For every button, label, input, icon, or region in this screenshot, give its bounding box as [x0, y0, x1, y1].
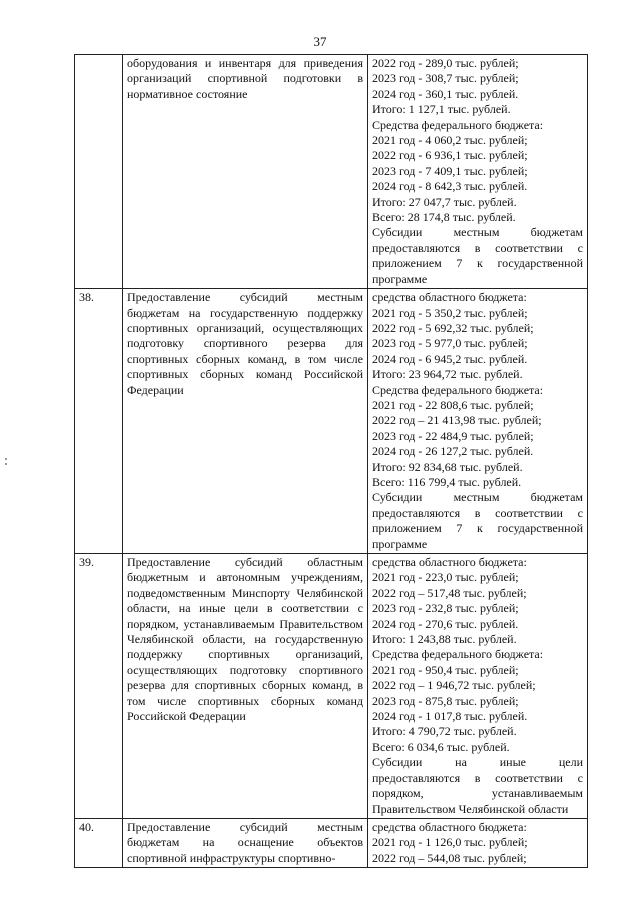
funding-line: 2022 год - 289,0 тыс. рублей; — [372, 56, 519, 70]
measure-description-cell — [123, 554, 368, 819]
funding-line: 2023 год - 7 409,1 тыс. рублей; — [372, 163, 528, 178]
measure-description-cell — [123, 289, 368, 554]
funding-cell — [368, 554, 588, 819]
funding-line: Всего: 116 799,4 тыс. рублей. — [372, 474, 522, 489]
funding-line: Итого: 1 127,1 тыс. рублей. — [372, 102, 511, 117]
funding-line: 2022 год – 517,48 тыс. рублей; — [372, 585, 527, 600]
measure-description: Предоставление субсидий местным бюджетам на оснащение объектов спортивной инфраструктуры спортивно- — [127, 819, 363, 865]
funding-note: Субсидии местным бюджетам предоставляются в соответствии с приложением 7 к государственной программе — [372, 225, 583, 286]
table-row — [75, 289, 588, 554]
funding-line: Итого: 92 834,68 тыс. рублей. — [372, 459, 523, 474]
funding-line: 2024 год - 8 642,3 тыс. рублей. — [372, 179, 528, 194]
funding-line: Всего: 6 034,6 тыс. рублей. — [372, 739, 510, 754]
row-number: 38. — [75, 289, 123, 554]
table-row — [75, 554, 588, 819]
funding-line: 2021 год - 950,4 тыс. рублей; — [372, 662, 519, 677]
funding-cell — [368, 289, 588, 554]
page-number: 37 — [313, 34, 327, 49]
funding-line: 2022 год - 6 936,1 тыс. рублей; — [372, 148, 528, 163]
funding-line: 2021 год - 4 060,2 тыс. рублей; — [372, 133, 528, 148]
funding-line: 2023 год - 5 977,0 тыс. рублей; — [372, 336, 528, 351]
table-row — [75, 55, 588, 289]
funding-line: 2023 год - 875,8 тыс. рублей; — [372, 693, 519, 708]
funding-line: 2022 год – 1 946,72 тыс. рублей; — [372, 678, 536, 693]
funding-line: 2022 год – 544,08 тыс. рублей; — [372, 850, 527, 865]
funding-line: Итого: 4 790,72 тыс. рублей. — [372, 724, 517, 739]
measure-description: Предоставление субсидий местным бюджетам на государственную поддержку спортивных организаций, осуществляющих подготовку спортивного резерва для спортивных сборных команд, в том числе спортивных сборных команд Российской Федерации — [127, 290, 363, 397]
measure-description: Предоставление субсидий областным бюджетным и автономным учреждениям, подведомственным Минспорту Челябинской области, на иные цели в соответствии с порядком, устанавливаемым Правительством Челябинской области, на государственную поддержку спортивных организаций, осуществляющих подготовку спортивного резерва для спортивных сборных команд, в том числе спортивных сборных команд Российской Федерации — [127, 555, 363, 724]
funding-line: 2024 год - 26 127,2 тыс. рублей. — [372, 444, 534, 459]
funding-cell — [368, 818, 588, 867]
funding-line: 2024 год - 360,1 тыс. рублей. — [372, 86, 519, 101]
funding-line: Средства федерального бюджета: — [372, 382, 544, 397]
row-number: 40. — [75, 818, 123, 867]
funding-line: средства областного бюджета: — [372, 555, 527, 569]
funding-line: 2022 год - 5 692,32 тыс. рублей; — [372, 320, 534, 335]
row-number — [75, 55, 123, 289]
funding-line: Средства федерального бюджета: — [372, 647, 544, 662]
funding-note: Субсидии на иные цели предоставляются в соответствии с порядком, устанавливаемым Правительством Челябинской области — [372, 755, 583, 816]
funding-note: Субсидии местным бюджетам предоставляются в соответствии с приложением 7 к государственной программе — [372, 490, 583, 551]
table-row — [75, 818, 588, 867]
funding-line: 2023 год - 308,7 тыс. рублей; — [372, 71, 519, 86]
funding-line: Итого: 27 047,7 тыс. рублей. — [372, 194, 517, 209]
funding-line: 2024 год - 1 017,8 тыс. рублей. — [372, 709, 528, 724]
funding-line: средства областного бюджета: — [372, 819, 527, 834]
funding-line: 2024 год - 270,6 тыс. рублей. — [372, 616, 519, 631]
funding-line: 2023 год - 232,8 тыс. рублей; — [372, 601, 519, 616]
program-table — [74, 54, 588, 868]
funding-line: Средства федерального бюджета: — [372, 117, 544, 132]
funding-line: 2021 год - 5 350,2 тыс. рублей; — [372, 305, 528, 320]
measure-description-cell — [123, 55, 368, 289]
funding-line: средства областного бюджета: — [372, 290, 527, 305]
row-number: 39. — [75, 554, 123, 819]
funding-line: 2021 год - 1 126,0 тыс. рублей; — [372, 835, 528, 850]
funding-line: Итого: 1 243,88 тыс. рублей. — [372, 632, 517, 647]
funding-line: 2021 год - 223,0 тыс. рублей; — [372, 570, 519, 585]
funding-line: 2023 год - 22 484,9 тыс. рублей; — [372, 428, 534, 443]
funding-cell — [368, 55, 588, 289]
funding-line: 2022 год – 21 413,98 тыс. рублей; — [372, 413, 542, 428]
funding-line: Всего: 28 174,8 тыс. рублей. — [372, 210, 516, 225]
funding-line: Итого: 23 964,72 тыс. рублей. — [372, 367, 523, 382]
measure-description: оборудования и инвентаря для приведения организаций спортивной подготовки в нормативное состояние — [127, 56, 363, 101]
funding-line: 2024 год - 6 945,2 тыс. рублей. — [372, 351, 528, 366]
scan-speck — [5, 463, 7, 465]
funding-line: 2021 год - 22 808,6 тыс. рублей; — [372, 397, 534, 412]
scan-speck — [5, 458, 7, 460]
measure-description-cell — [123, 818, 368, 867]
